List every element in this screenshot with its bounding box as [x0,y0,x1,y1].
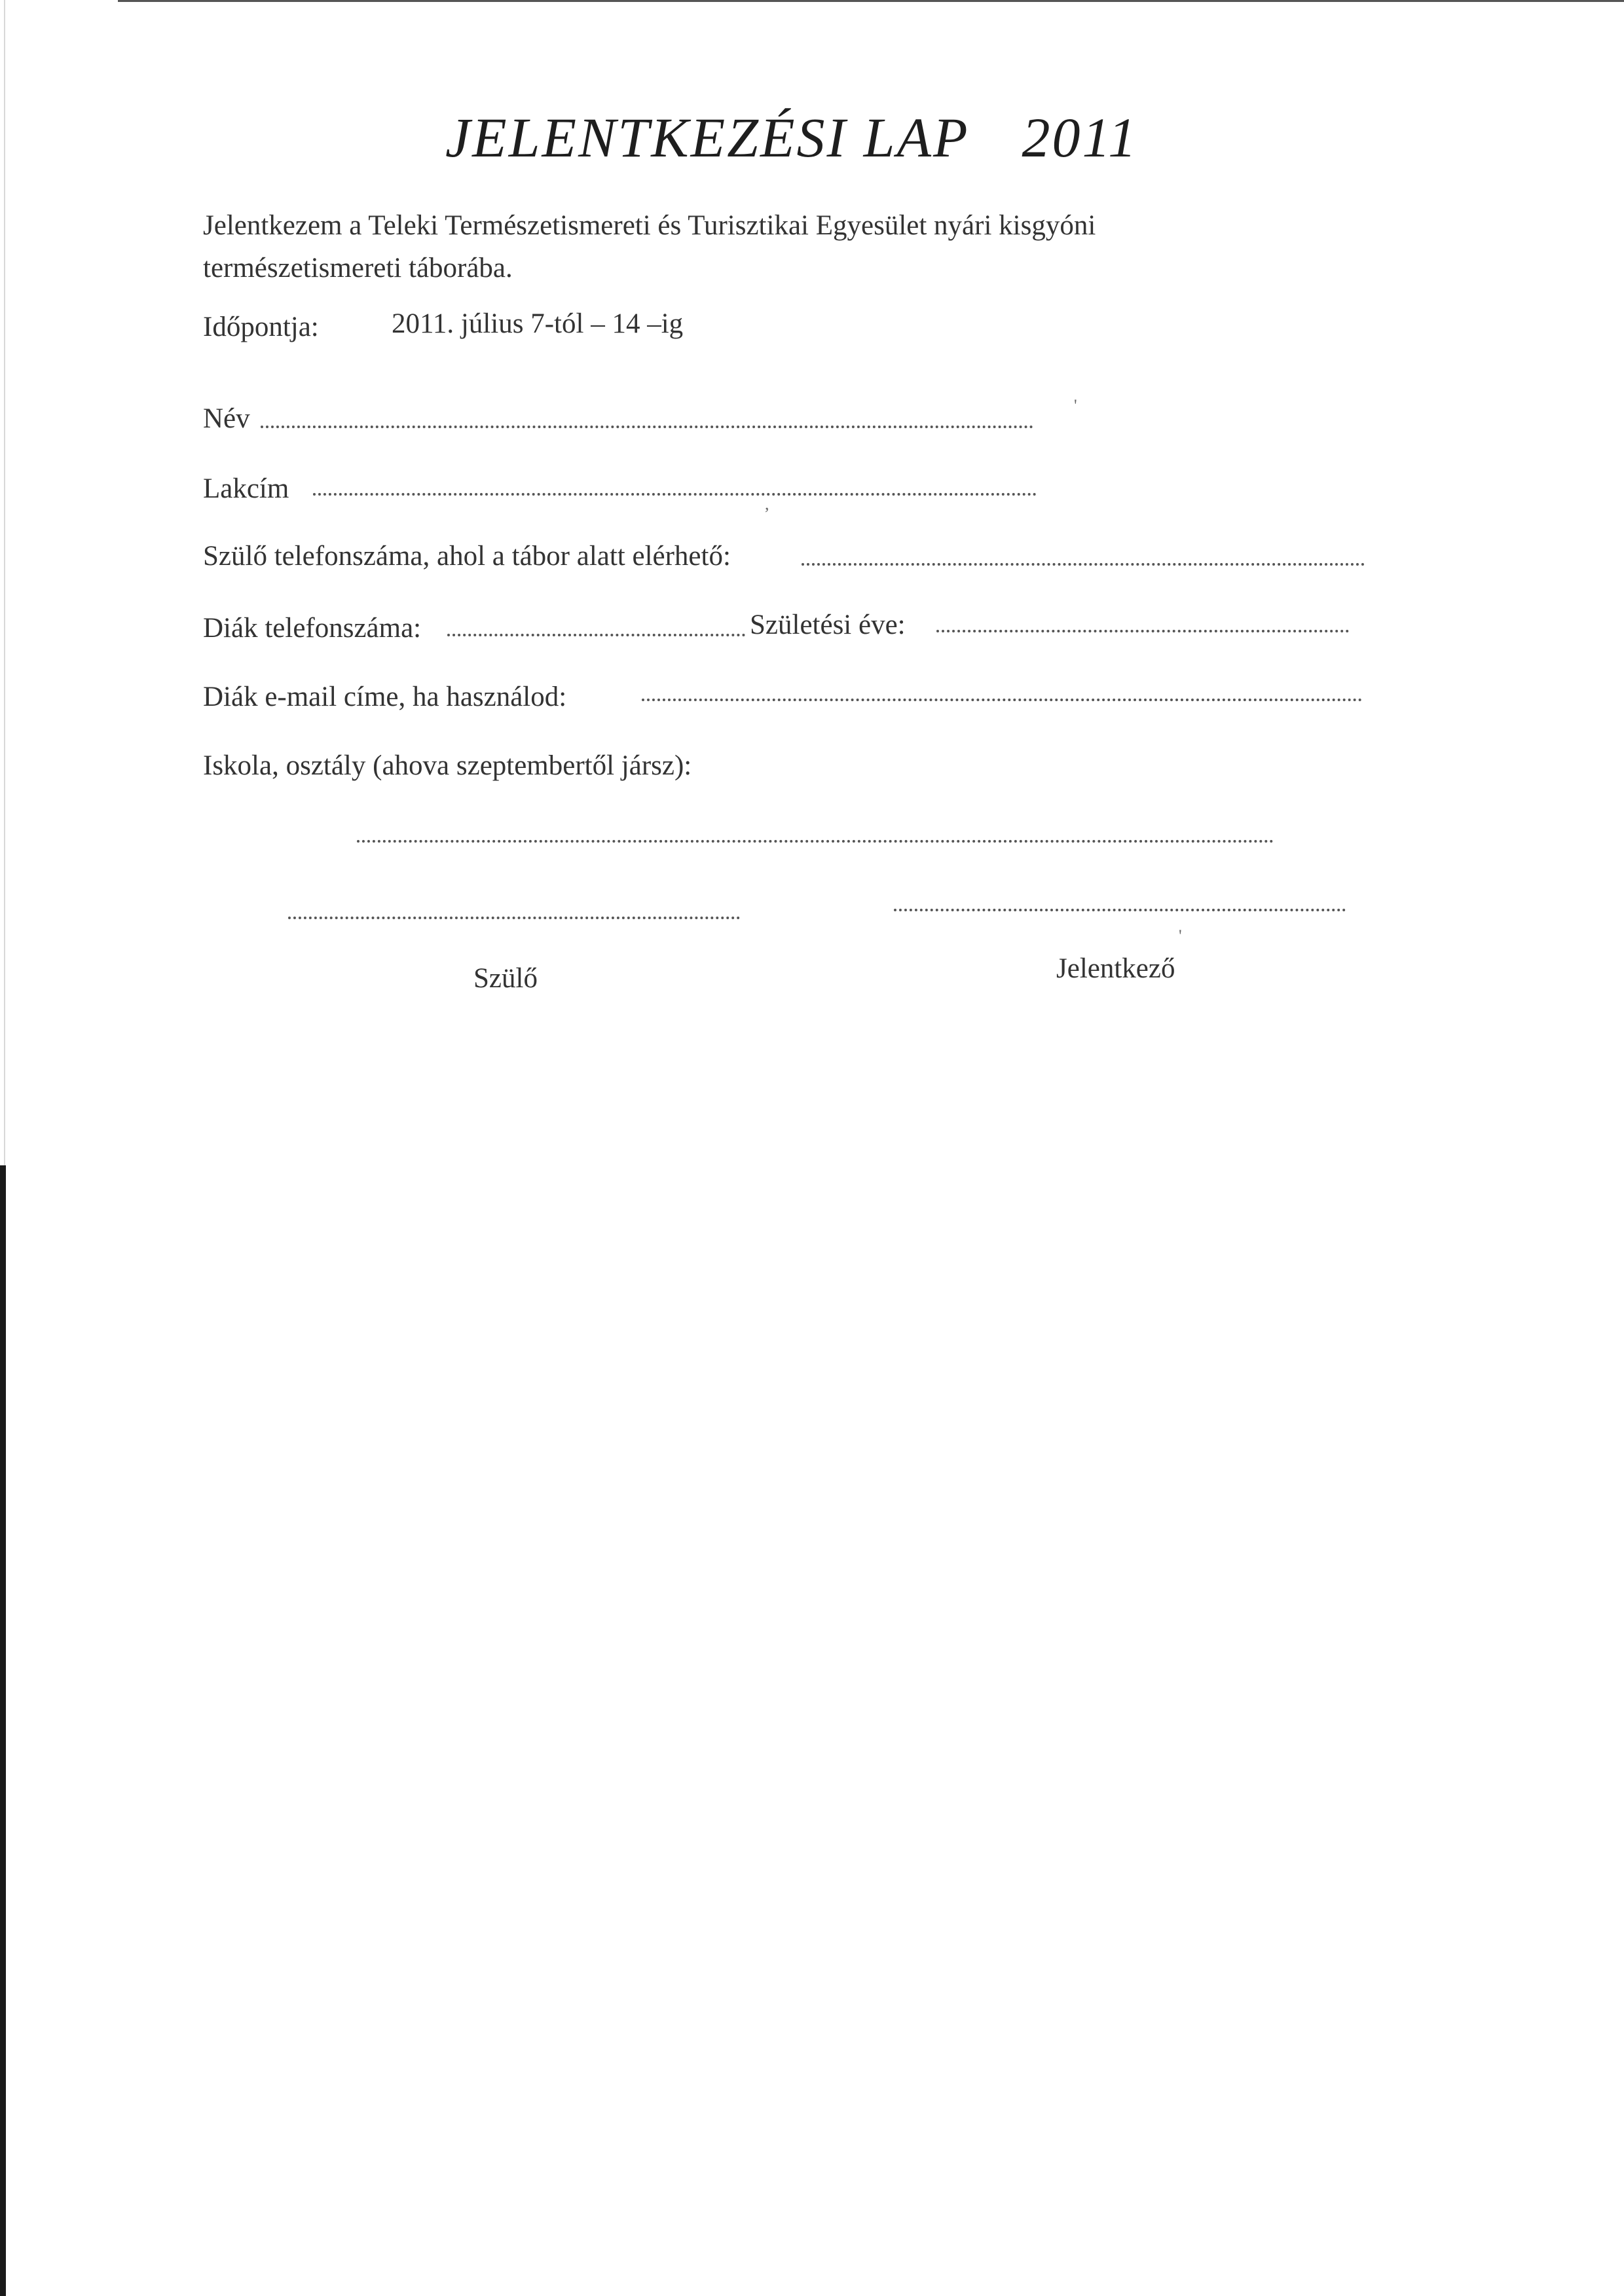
scan-left-edge [0,1165,6,2296]
student-phone-label: Diák telefonszáma: [203,613,422,644]
birth-year-label: Születési éve: [750,610,906,640]
parent-signature-line[interactable] [288,917,740,919]
date-value: 2011. július 7-tól – 14 –ig [392,308,684,339]
student-phone-field[interactable] [447,634,745,636]
applicant-signature-line[interactable] [894,909,1346,911]
intro-line-2: természetismereti táborába. [203,253,513,283]
name-field[interactable] [261,426,1033,428]
title-year: 2011 [1022,106,1139,169]
birth-year-field[interactable] [936,630,1349,632]
email-field[interactable] [642,699,1362,701]
page-title [445,105,1138,170]
scan-speck: ' [1074,396,1077,415]
name-label: Név [203,403,250,434]
date-label: Időpontja: [203,312,319,342]
address-field[interactable] [313,493,1037,496]
address-label: Lakcím [203,473,289,504]
scan-speck: , [765,494,769,513]
scan-top-edge [118,0,1624,2]
parent-phone-field[interactable] [802,563,1365,566]
scan-left-faint-edge [4,0,5,1165]
applicant-signature-label: Jelentkező [1056,953,1175,984]
scan-speck: ' [1179,926,1182,945]
parent-signature-label: Szülő [473,963,538,994]
intro-line-1: Jelentkezem a Teleki Természetismereti és Turisztikai Egyesület nyári kisgyóni [203,210,1096,241]
school-field[interactable] [357,840,1274,843]
school-label: Iskola, osztály (ahova szeptembertől jársz): [203,750,692,781]
title-main: JELENTKEZÉSI LAP [445,106,970,169]
parent-phone-label: Szülő telefonszáma, ahol a tábor alatt elérhető: [203,541,731,572]
email-label: Diák e-mail címe, ha használod: [203,682,567,712]
